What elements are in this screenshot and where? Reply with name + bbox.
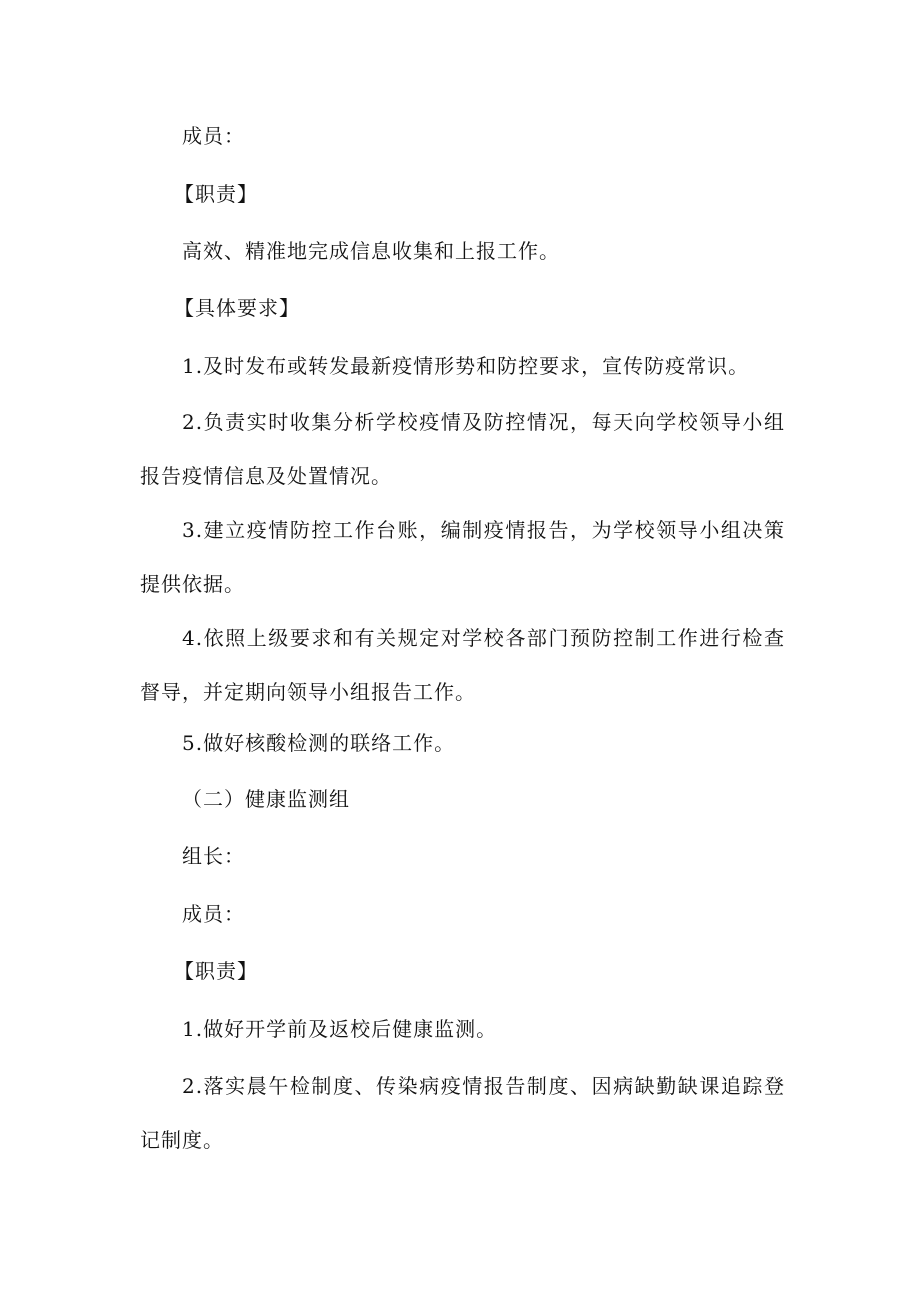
paragraph-health-item-2: 2.落实晨午检制度、传染病疫情报告制度、因病缺勤缺课追踪登记制度。 [140, 1074, 785, 1152]
paragraph-health-item-1: 1.做好开学前及返校后健康监测。 [182, 1017, 498, 1041]
paragraph-duty-summary: 高效、精准地完成信息收集和上报工作。 [182, 239, 560, 263]
paragraph-item-4: 4.依照上级要求和有关规定对学校各部门预防控制工作进行检查督导，并定期向领导小组报告工作。 [140, 626, 785, 704]
paragraph-item-2: 2.负责实时收集分析学校疫情及防控情况，每天向学校领导小组报告疫情信息及处置情况。 [140, 410, 785, 488]
paragraph-item-5: 5.做好核酸检测的联络工作。 [182, 731, 456, 755]
paragraph-item-1: 1.及时发布或转发最新疫情形势和防控要求，宣传防疫常识。 [182, 354, 750, 378]
paragraph-item-3: 3.建立疫情防控工作台账，编制疫情报告，为学校领导小组决策提供依据。 [140, 518, 785, 596]
paragraph-members-2: 成员： [182, 902, 245, 926]
heading-duties-2: 【职责】 [174, 959, 258, 983]
section-heading-health-monitoring: （二）健康监测组 [182, 787, 350, 811]
paragraph-group-leader: 组长： [182, 844, 245, 868]
paragraph-members-1: 成员： [182, 124, 245, 148]
heading-specific-requirements: 【具体要求】 [174, 296, 300, 320]
heading-duties-1: 【职责】 [174, 182, 258, 206]
